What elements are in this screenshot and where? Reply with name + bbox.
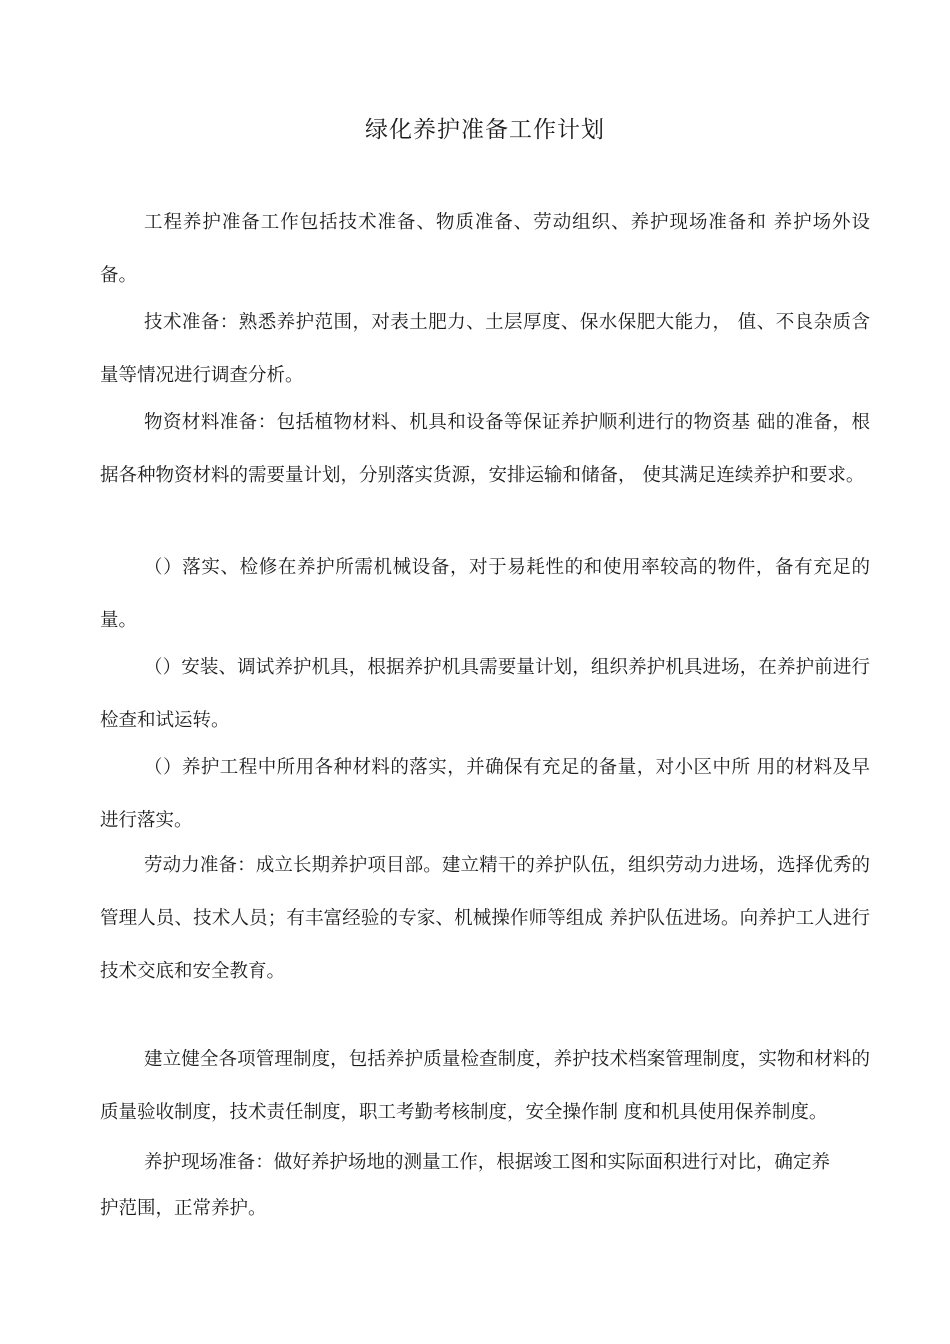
paragraph-labor-prep: 劳动力准备：成立长期养护项目部。建立精干的养护队伍，组织劳动力进场，选择优秀的管理人员、技术人员；有丰富经验的专家、机械操作师等组成 养护队伍进场。向养护工人进行技术交底和安全教育。 <box>100 855 870 982</box>
paragraph-materials-implementation: （）养护工程中所用各种材料的落实，并确保有充足的备量，对小区中所 用的材料及早进行落实。 <box>100 757 870 831</box>
paragraph-technical-prep: 技术准备：熟悉养护范围，对表土肥力、土层厚度、保水保肥大能力， 值、不良杂质含量等情况进行调查分析。 <box>100 312 870 386</box>
paragraph-management-system: 建立健全各项管理制度，包括养护质量检查制度，养护技术档案管理制度，实物和材料的质量验收制度，技术责任制度，职工考勤考核制度，安全操作制 度和机具使用保养制度。 <box>100 1049 870 1123</box>
paragraph-equipment-maintenance: （）落实、检修在养护所需机械设备，对于易耗性的和使用率较高的物件，备有充足的量。 <box>100 557 870 631</box>
paragraph-material-prep: 物资材料准备：包括植物材料、机具和设备等保证养护顺利进行的物资基 础的准备，根据各种物资材料的需要量计划，分别落实货源，安排运输和储备， 使其满足连续养护和要求。 <box>100 412 870 486</box>
paragraph-site-prep: 养护现场准备：做好养护场地的测量工作，根据竣工图和实际面积进行对比，确定养护范围，正常养护。 <box>100 1152 830 1219</box>
paragraph-equipment-installation: （）安装、调试养护机具，根据养护机具需要量计划，组织养护机具进场，在养护前进行检查和试运转。 <box>100 657 870 731</box>
page-title: 绿化养护准备工作计划 <box>365 117 605 143</box>
paragraph-intro: 工程养护准备工作包括技术准备、物质准备、劳动组织、养护现场准备和 养护场外设备。 <box>100 212 870 286</box>
